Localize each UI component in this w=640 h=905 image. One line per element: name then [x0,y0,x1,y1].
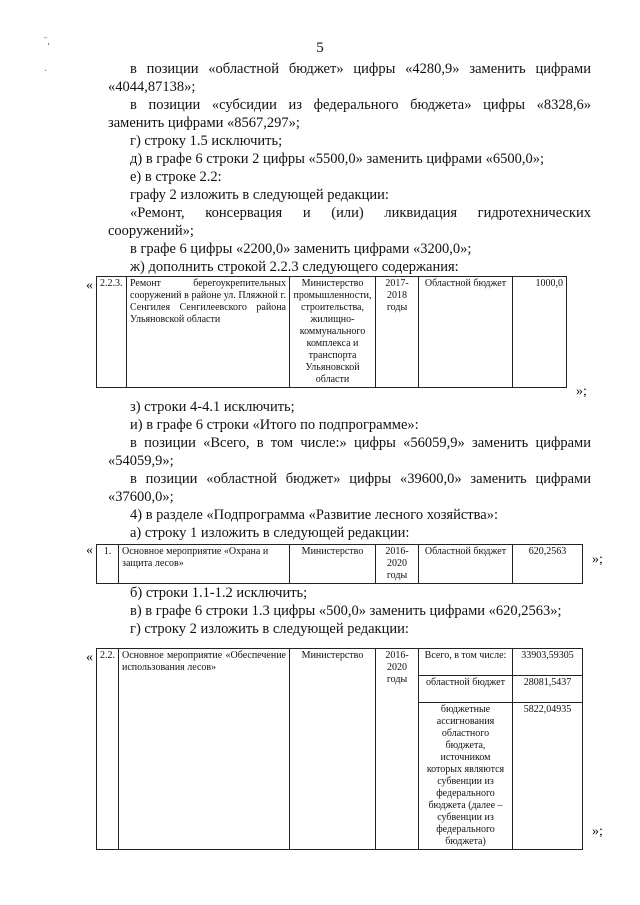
table-row [97,277,567,388]
open-quote: « [86,543,93,558]
table-row-1-wrapper [86,543,603,581]
paragraph: и) в графе 6 строки «Итого по подпрограмме»: [130,417,419,433]
close-quote: »; [592,552,603,567]
paragraph: ж) дополнить строкой 2.2.3 следующего содержания: [130,259,459,275]
cell-executor: Министерство [290,545,376,584]
paragraph: в) в графе 6 строки 1.3 цифры «500,0» заменить цифрами «620,2563»; [130,603,562,619]
paragraph: в позиции «субсидии из федерального бюджета» цифры «8328,6» заменить цифрами «8567,297»; [108,97,591,131]
paragraph: в позиции «областной бюджет» цифры «39600,0» заменить цифрами «37600,0»; [108,471,591,505]
paragraph: б) строки 1.1-1.2 исключить; [130,585,308,601]
table-2-2-3-wrapper [86,276,596,400]
cell-source: Всего, в том числе: [419,649,513,676]
paragraph: графу 2 изложить в следующей редакции: [130,187,389,203]
table-row [97,649,583,676]
paragraph: д) в графе 6 строки 2 цифры «5500,0» заменить цифрами «6500,0»; [130,151,544,167]
text-block-1 [108,60,591,276]
table-2-2-3 [96,276,567,388]
close-quote: »; [592,824,603,839]
table-row-2-2-wrapper [86,648,603,847]
cell-name: Основное мероприятие «Охрана и защита лесов» [119,545,290,584]
table-row [97,545,583,584]
close-quote: »; [576,384,587,399]
cell-number: 1. [97,545,119,584]
cell-source: областной бюджет [419,676,513,703]
paragraph: «Ремонт, консервация и (или) ликвидация гидротехнических сооружений»; [108,205,591,239]
cell-name: Основное мероприятие «Обеспечение использования лесов» [119,649,290,850]
cell-number: 2.2. [97,649,119,850]
text-block-2 [108,398,591,542]
paragraph: в позиции «областной бюджет» цифры «4280,9» заменить цифрами «4044,87138»; [108,61,591,95]
cell-amount: 620,2563 [513,545,583,584]
cell-years: 2017-2018 годы [376,277,419,388]
cell-source: бюджетные ассигнования областного бюджета, источником которых являются субвенции из федерального бюджета (далее – субвенции из федерального бюджета) [419,703,513,850]
scan-mark: · [44,66,48,77]
table-row-1 [96,544,583,584]
cell-executor: Министерство [290,649,376,850]
cell-years: 2016-2020 годы [376,545,419,584]
open-quote: « [86,650,93,665]
paragraph: е) в строке 2.2: [130,169,222,185]
paragraph: в позиции «Всего, в том числе:» цифры «56059,9» заменить цифрами «54059,9»; [108,435,591,469]
cell-amount: 28081,5437 [513,676,583,703]
cell-number: 2.2.3. [97,277,127,388]
cell-executor: Министерство промышленности, строительства, жилищно-коммунального комплекса и транспорта Ульяновской области [290,277,376,388]
scan-mark: ˉ, [44,36,50,47]
paragraph: г) строку 1.5 исключить; [130,133,283,149]
text-block-3 [108,584,591,638]
cell-amount: 5822,04935 [513,703,583,850]
cell-amount: 33903,59305 [513,649,583,676]
cell-source: Областной бюджет [419,545,513,584]
cell-name: Ремонт берегоукрепительных сооружений в районе ул. Пляжной г. Сенгилея Сенгилеевского района Ульяновской области [127,277,290,388]
cell-amount: 1000,0 [513,277,567,388]
table-row-2-2 [96,648,583,850]
paragraph: з) строки 4-4.1 исключить; [130,399,295,415]
open-quote: « [86,278,93,293]
cell-years: 2016-2020 годы [376,649,419,850]
paragraph: а) строку 1 изложить в следующей редакции: [130,525,410,541]
paragraph: г) строку 2 изложить в следующей редакции: [130,621,409,637]
page-number: 5 [316,40,324,56]
paragraph: 4) в разделе «Подпрограмма «Развитие лесного хозяйства»: [130,507,499,523]
cell-source: Областной бюджет [419,277,513,388]
paragraph: в графе 6 цифры «2200,0» заменить цифрами «3200,0»; [130,241,472,257]
